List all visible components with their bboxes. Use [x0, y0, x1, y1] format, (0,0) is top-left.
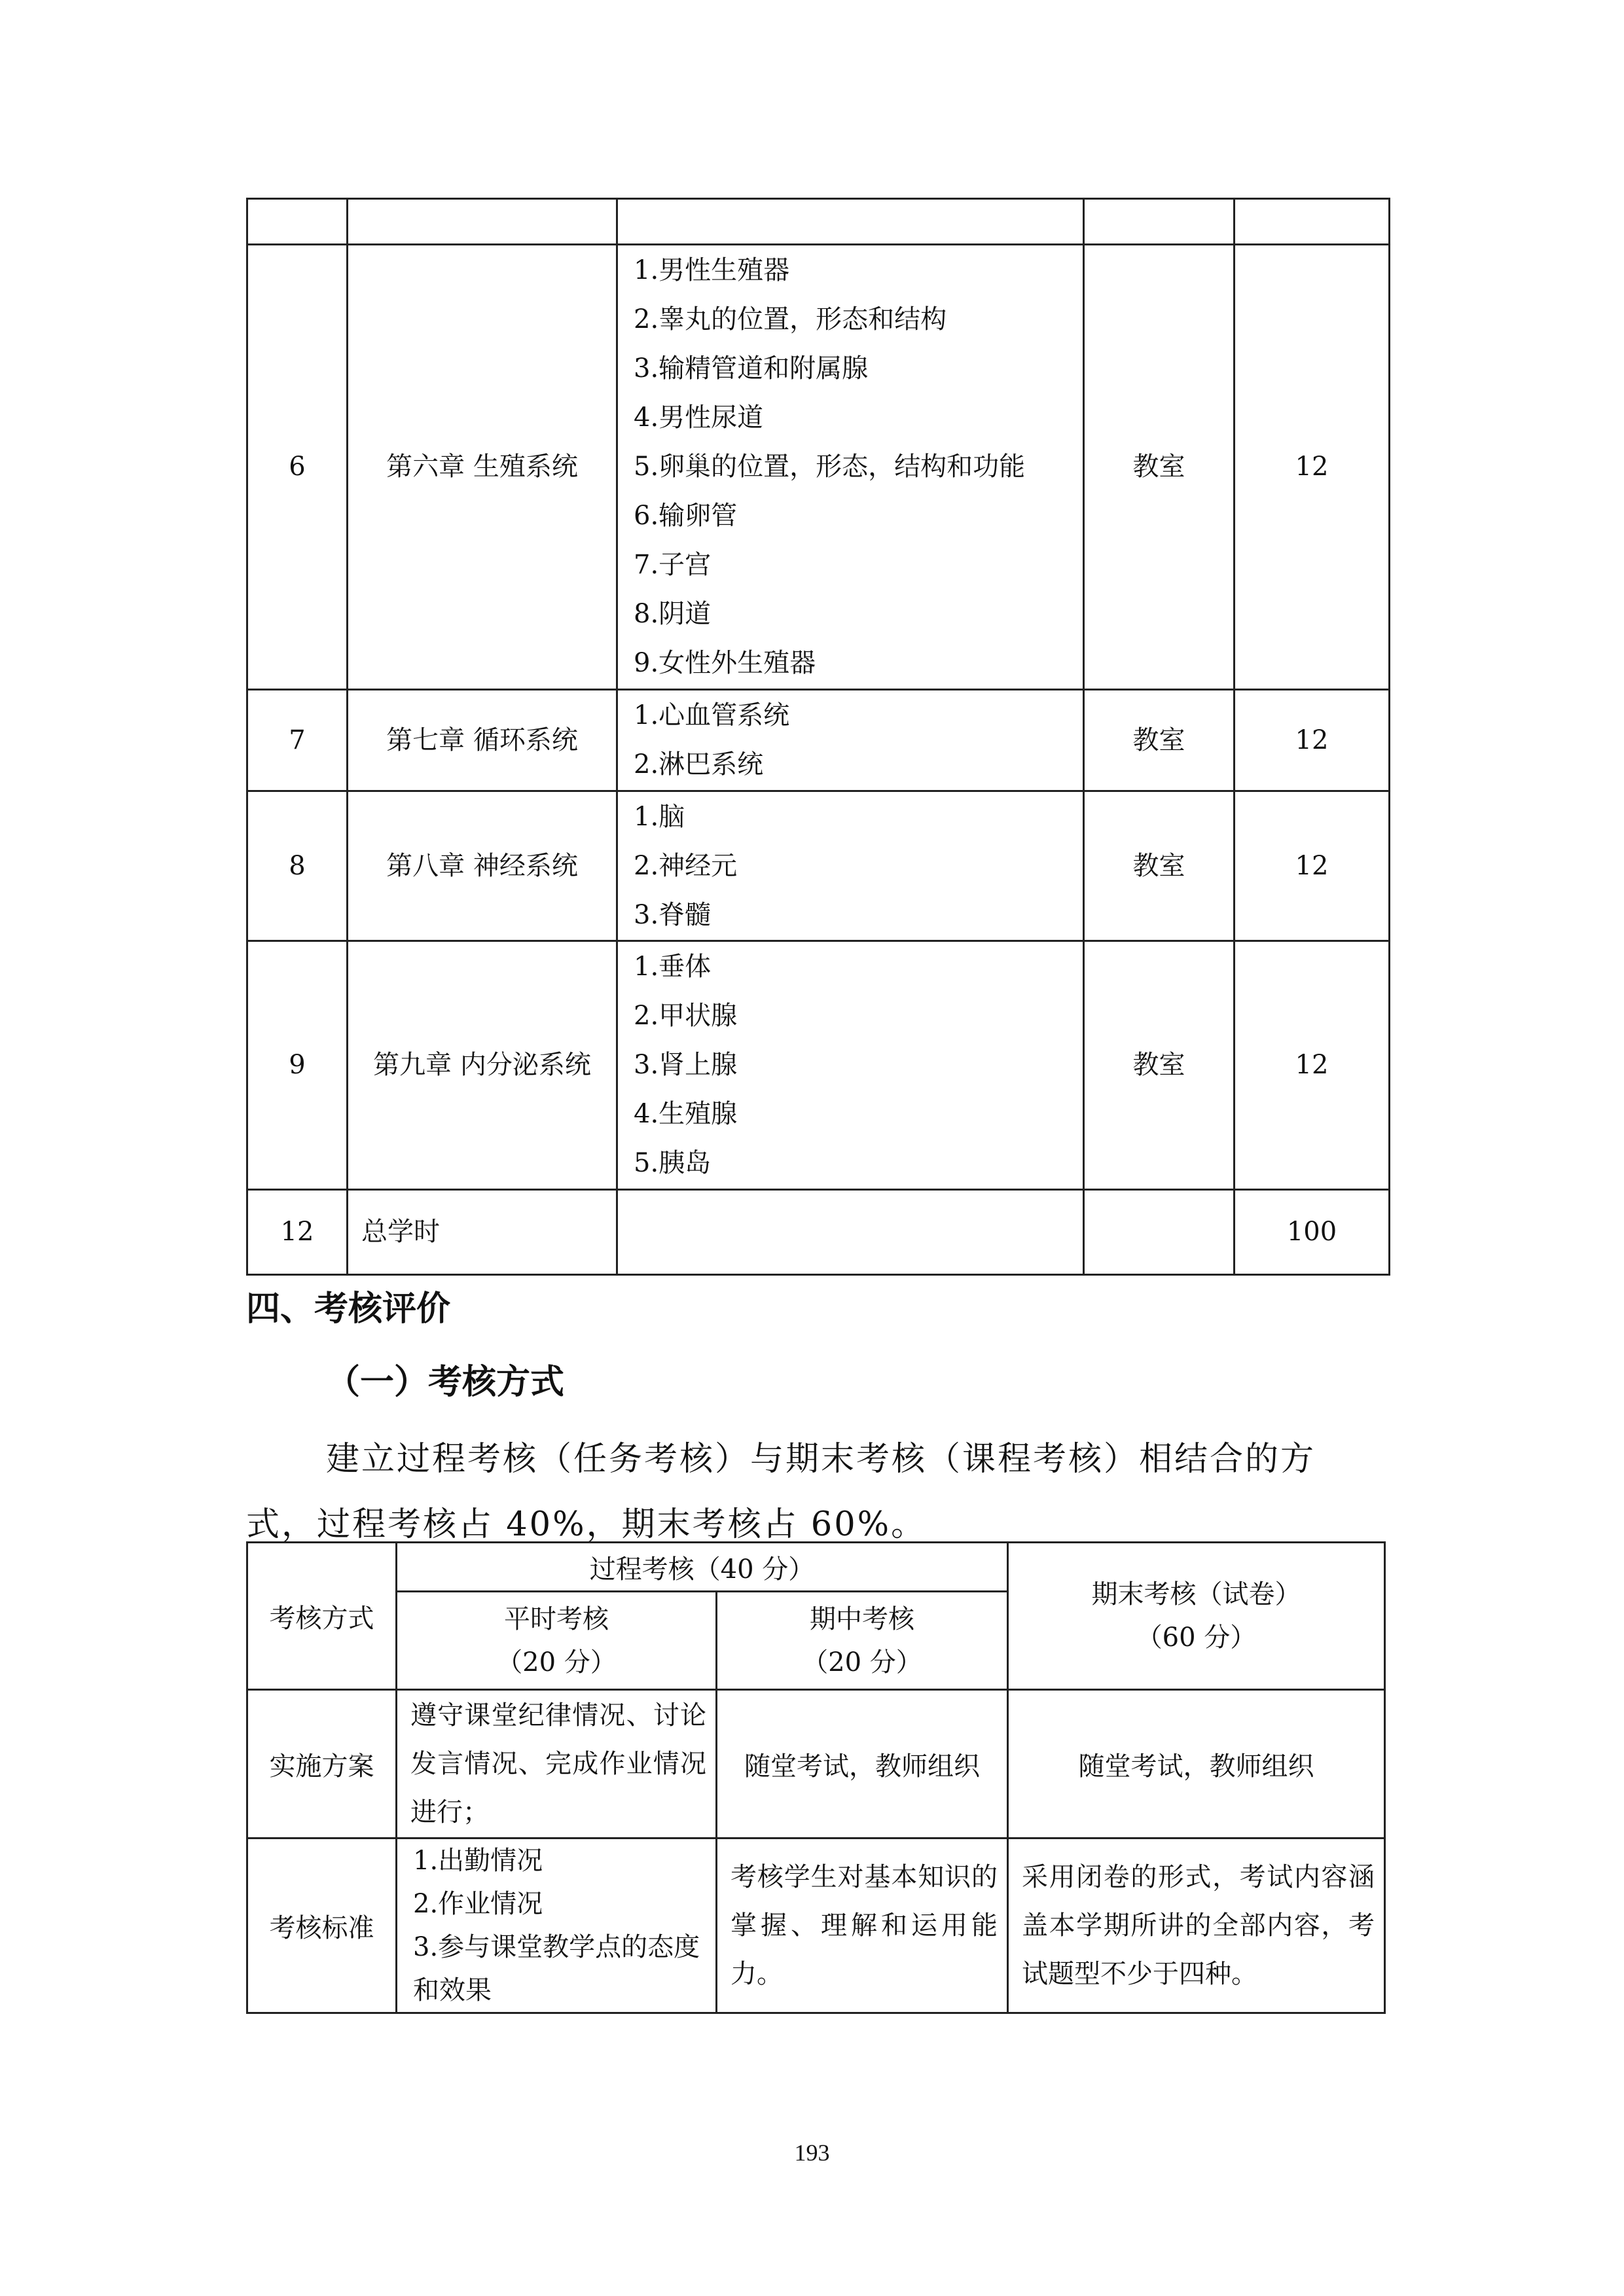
- topic-item: 3.输精管道和附属腺: [634, 353, 869, 384]
- topic-item: 2.睾丸的位置，形态和结构: [634, 304, 947, 334]
- regular-header: 平时考核 （20 分）: [397, 1592, 717, 1690]
- total-hours-value: 100: [1235, 1190, 1390, 1275]
- row-number: 9: [247, 941, 348, 1190]
- hours-cell: 12: [1235, 245, 1390, 690]
- table-row: [247, 1690, 1385, 1839]
- topic-list: [617, 245, 1084, 690]
- plan-label: 实施方案: [247, 1690, 397, 1839]
- section-heading: 四、考核评价: [246, 1289, 451, 1329]
- standard-item: 3.参与课堂教学点的态度和效果: [413, 1932, 700, 2005]
- hours-cell: 12: [1235, 690, 1390, 791]
- location-cell: 教室: [1084, 941, 1235, 1190]
- page-number: 193: [794, 2140, 830, 2166]
- chapter-title: 第九章 内分泌系统: [348, 941, 617, 1190]
- topic-item: 5.胰岛: [634, 1148, 712, 1178]
- subsection-heading: （一）考核方式: [326, 1363, 565, 1402]
- chapter-title: 第七章 循环系统: [348, 690, 617, 791]
- hours-cell: 12: [1235, 941, 1390, 1190]
- table-row: [247, 941, 1390, 1190]
- topic-item: 9.女性外生殖器: [634, 648, 816, 678]
- table-row-total: [247, 1190, 1390, 1275]
- table-row: [247, 1839, 1385, 2013]
- topic-item: 2.神经元: [634, 850, 738, 881]
- location-cell: 教室: [1084, 690, 1235, 791]
- plan-final: 随堂考试，教师组织: [1008, 1690, 1385, 1839]
- row-number: 6: [247, 245, 348, 690]
- row-number: 7: [247, 690, 348, 791]
- topic-list: [617, 941, 1084, 1190]
- paragraph-line: 式，过程考核占 40%，期末考核占 60%。: [246, 1505, 927, 1544]
- topic-item: 1.垂体: [634, 952, 712, 982]
- course-content-table: [246, 198, 1390, 1276]
- method-header: 考核方式: [247, 1543, 397, 1690]
- table-row-empty-top: [247, 199, 1390, 245]
- topic-item: 8.阴道: [634, 599, 712, 629]
- table-row: [247, 690, 1390, 791]
- topic-item: 4.男性尿道: [634, 403, 764, 433]
- row-number: 8: [247, 791, 348, 941]
- topic-list: [617, 791, 1084, 941]
- standard-item: 1.出勤情况: [413, 1846, 543, 1876]
- topic-item: 1.脑: [634, 801, 685, 832]
- standard-regular: [397, 1839, 717, 2013]
- midterm-header: 期中考核 （20 分）: [717, 1592, 1008, 1690]
- final-header: 期末考核（试卷） （60 分）: [1008, 1543, 1385, 1690]
- chapter-title: 第八章 神经系统: [348, 791, 617, 941]
- topic-item: 2.淋巴系统: [634, 749, 764, 780]
- plan-regular: 遵守课堂纪律情况、讨论发言情况、完成作业情况进行；: [397, 1690, 717, 1839]
- topic-list: [617, 690, 1084, 791]
- location-cell: 教室: [1084, 791, 1235, 941]
- hours-cell: 12: [1235, 791, 1390, 941]
- topic-item: 7.子宫: [634, 550, 712, 580]
- standard-final: 采用闭卷的形式，考试内容涵盖本学期所讲的全部内容，考试题型不少于四种。: [1008, 1839, 1385, 2013]
- standard-item: 2.作业情况: [413, 1889, 543, 1919]
- assessment-table: [246, 1541, 1386, 2014]
- standard-midterm: 考核学生对基本知识的掌握、理解和运用能力。: [717, 1839, 1008, 2013]
- topic-item: 4.生殖腺: [634, 1099, 738, 1129]
- body-paragraph: [246, 1427, 1388, 1558]
- process-header: 过程考核（40 分）: [397, 1543, 1008, 1592]
- topic-item: 1.男性生殖器: [634, 255, 790, 285]
- row-number: 12: [247, 1190, 348, 1275]
- topic-item: 3.肾上腺: [634, 1050, 738, 1080]
- topic-item: 1.心血管系统: [634, 700, 790, 730]
- topic-item: 3.脊髓: [634, 899, 712, 930]
- location-cell: 教室: [1084, 245, 1235, 690]
- table-header-row: [247, 1543, 1385, 1592]
- standard-label: 考核标准: [247, 1839, 397, 2013]
- paragraph-line: 建立过程考核（任务考核）与期末考核（课程考核）相结合的方: [326, 1440, 1316, 1479]
- topic-item: 6.输卵管: [634, 501, 738, 531]
- plan-midterm: 随堂考试，教师组织: [717, 1690, 1008, 1839]
- table-row: [247, 245, 1390, 690]
- topic-item: 5.卵巢的位置，形态，结构和功能: [634, 452, 1026, 482]
- topic-item: 2.甲状腺: [634, 1001, 738, 1031]
- chapter-title: 第六章 生殖系统: [348, 245, 617, 690]
- table-row: [247, 791, 1390, 941]
- total-hours-label: 总学时: [348, 1190, 617, 1275]
